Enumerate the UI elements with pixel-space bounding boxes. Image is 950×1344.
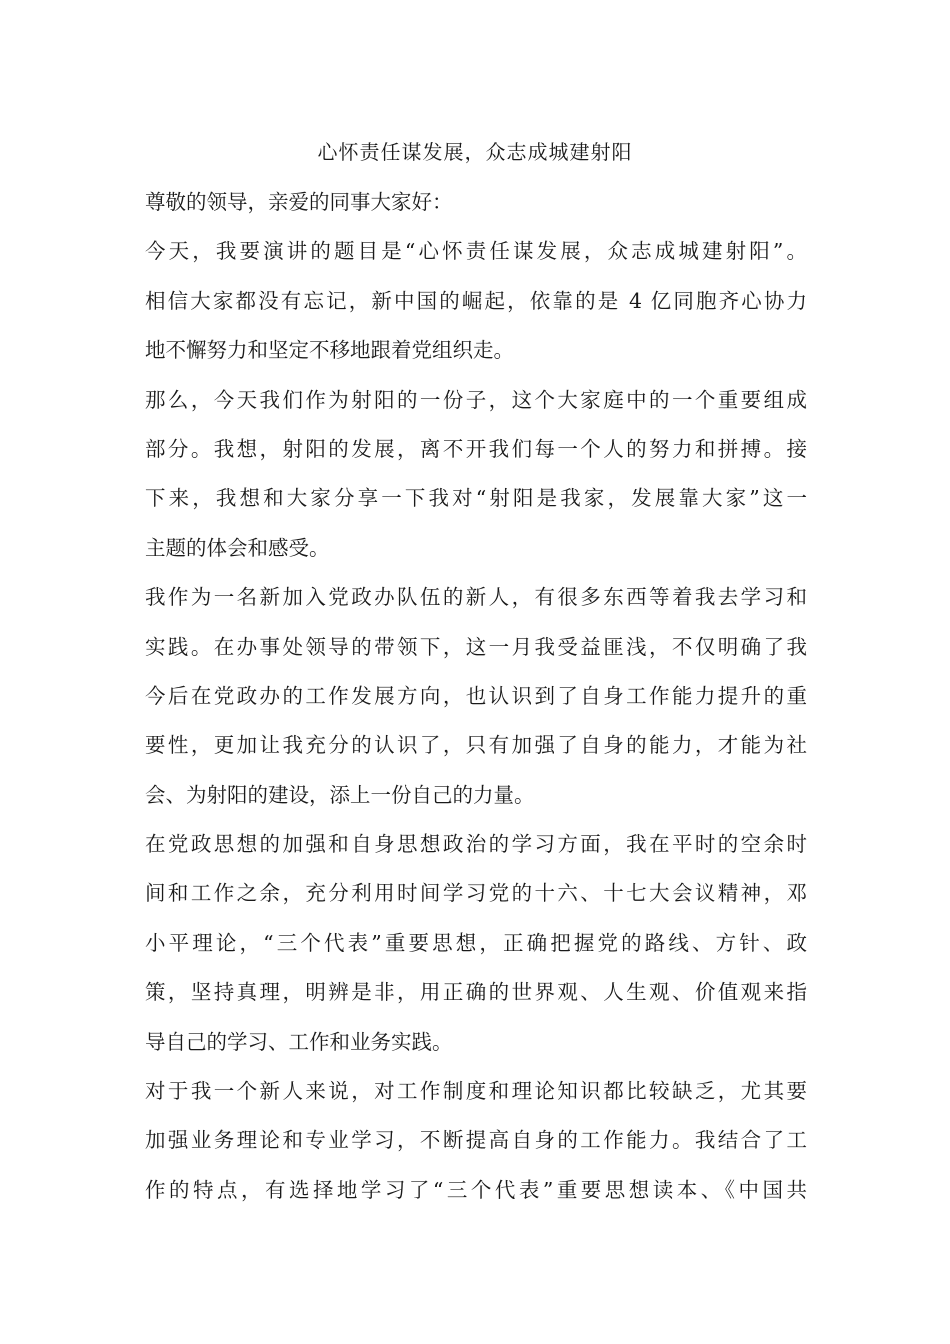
body-text-line: 导自己的学习、工作和业务实践。 xyxy=(145,1029,453,1054)
body-text-line: 实践。在办事处领导的带领下，这一月我受益匪浅，不仅明确了我 xyxy=(145,634,807,659)
body-text-line: 对于我一个新人来说，对工作制度和理论知识都比较缺乏，尤其要 xyxy=(145,1079,807,1104)
body-text-line: 小平理论，“三个代表”重要思想，正确把握党的路线、方针、政 xyxy=(145,930,807,955)
body-text-line: 加强业务理论和专业学习，不断提高自身的工作能力。我结合了工 xyxy=(145,1128,807,1153)
document-body xyxy=(145,184,807,1221)
body-text-line: 我作为一名新加入党政办队伍的新人，有很多东西等着我去学习和 xyxy=(145,585,807,610)
body-text-line: 在党政思想的加强和自身思想政治的学习方面，我在平时的空余时 xyxy=(145,832,807,857)
body-text-line: 相信大家都没有忘记，新中国的崛起，依靠的是 4 亿同胞齐心协力 xyxy=(145,288,807,313)
body-text-line: 今天，我要演讲的题目是“心怀责任谋发展，众志成城建射阳”。 xyxy=(145,239,807,264)
body-text-line: 那么，今天我们作为射阳的一份子，这个大家庭中的一个重要组成 xyxy=(145,387,807,412)
body-text-line: 间和工作之余，充分利用时间学习党的十六、十七大会议精神，邓 xyxy=(145,881,807,906)
body-text-line: 尊敬的领导，亲爱的同事大家好： xyxy=(145,190,453,214)
body-text-line: 部分。我想，射阳的发展，离不开我们每一个人的努力和拼搏。接 xyxy=(145,436,807,461)
body-text-line: 要性，更加让我充分的认识了，只有加强了自身的能力，才能为社 xyxy=(145,733,807,758)
body-text-line: 策，坚持真理，明辨是非，用正确的世界观、人生观、价值观来指 xyxy=(145,980,807,1005)
body-text-line: 下来，我想和大家分享一下我对“射阳是我家，发展靠大家”这一 xyxy=(145,486,807,511)
document-title: 心怀责任谋发展，众志成城建射阳 xyxy=(317,140,633,164)
body-text-line: 地不懈努力和坚定不移地跟着党组织走。 xyxy=(145,338,514,363)
body-text-line: 会、为射阳的建设，添上一份自己的力量。 xyxy=(145,782,535,807)
body-text-line: 作的特点，有选择地学习了“三个代表”重要思想读本、《中国共 xyxy=(145,1177,807,1202)
body-text-line: 主题的体会和感受。 xyxy=(145,535,330,560)
body-text-line: 今后在党政办的工作发展方向，也认识到了自身工作能力提升的重 xyxy=(145,683,807,708)
